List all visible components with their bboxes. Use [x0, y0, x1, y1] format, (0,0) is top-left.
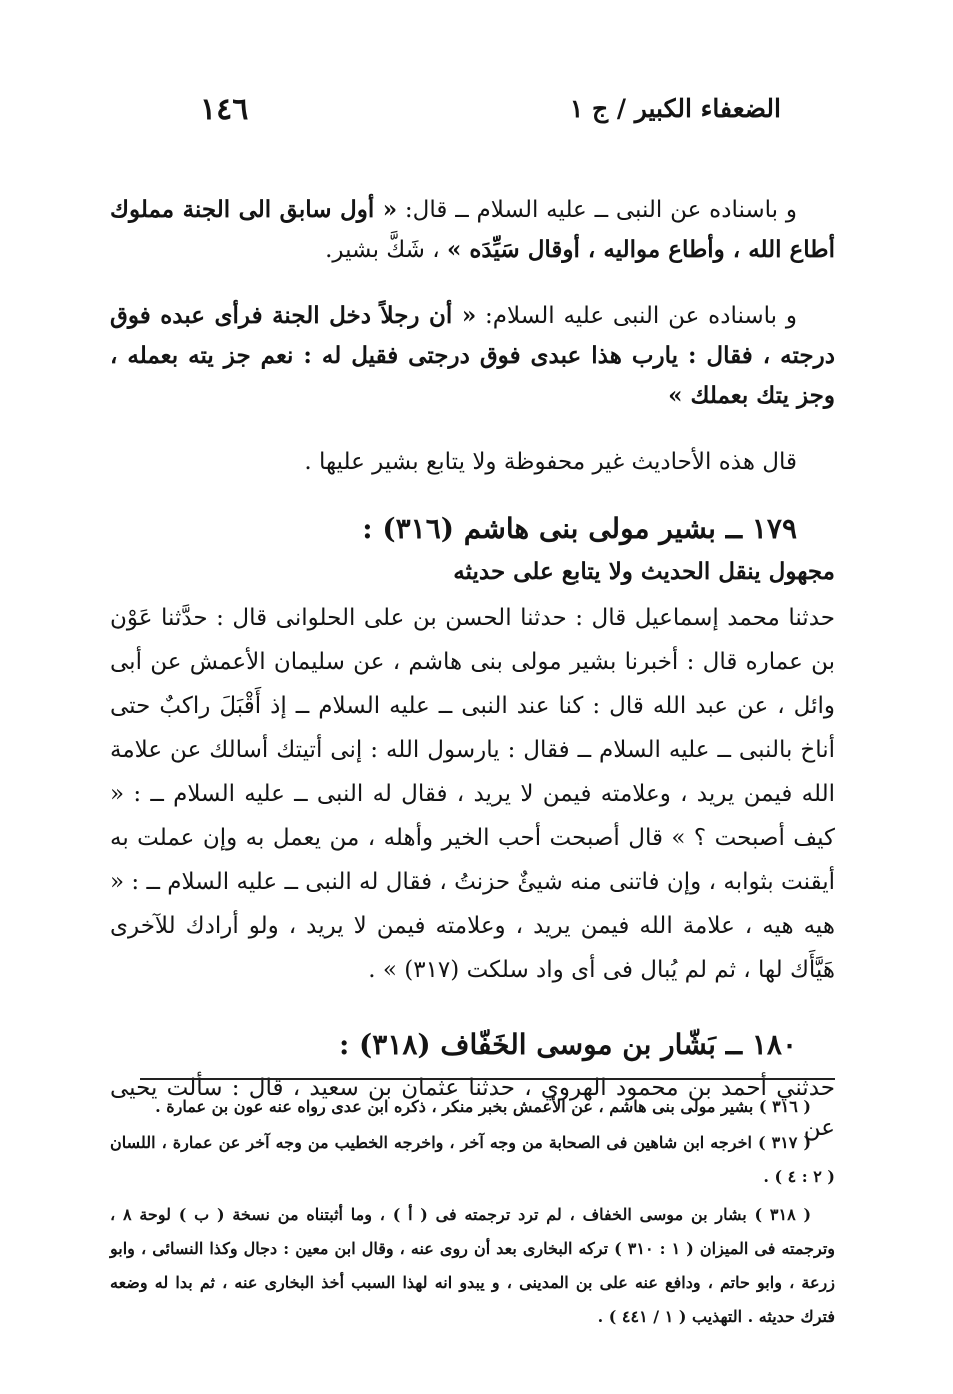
footnote-316: ( ٣١٦ ) بشير مولى بنى هاشم ، عن الأعمش بخبر منكر ، ذكره ابن عدى رواه عنه عون بن عمارة .: [155, 1097, 811, 1116]
page-header: [200, 92, 781, 132]
entry-179-description: مجهول ينقل الحديث ولا يتابع على حديثه: [453, 558, 835, 585]
paragraph-lead: و باسناده عن النبى ــ عليه السلام ــ قال:: [397, 197, 797, 223]
entry-179-title: ١٧٩ ــ بشير مولى بنى هاشم (٣١٦) :: [362, 512, 797, 545]
paragraph-lead: قال هذه الأحاديث غير محفوظة ولا يتابع بشير عليها .: [304, 449, 797, 475]
footnote-divider: [140, 1078, 835, 1080]
entry-180-title: ١٨٠ ــ بَشّار بن موسى الخَفّاف (٣١٨) :: [338, 1028, 797, 1061]
paragraph-comment: [110, 442, 835, 482]
paragraph-lead: و باسناده عن النبى عليه السلام:: [476, 303, 797, 329]
footnotes: [110, 1090, 835, 1338]
page-number: ١٤٦: [200, 92, 249, 127]
running-title: الضعفاء الكبير / ج ١: [569, 94, 781, 123]
entry-180-body: حدثني أحمد بن محمود الهروي ، حدثنا عثمان بن سعيد ، قال : سألت يحيى عن: [110, 1075, 835, 1141]
paragraph-hadith-2: [110, 296, 835, 416]
footnote-318: ( ٣١٨ ) بشار بن موسى الخفاف ، لم ترد ترجمته فى ( أ ) ، وما أثبتناه من نسخة ( ب ) لوحة ٨ ، وترجمته فى الميزان ( ١ : ٣١٠ ) تركه البخارى بعد أن روى عنه ، وقال ابن معين : دجال وكذا النسائى ، وابو زرعة ، وابو حاتم ، ودافع عنه على بن المدينى ، و يبدو انه لهذا السبب أخذ البخارى عنه ، ثم بدا له وضعه فترك حديثه . التهذيب ( ١ / ٤٤١ ) .: [110, 1205, 836, 1326]
hadith-quote: « أول سابق الى الجنة مملوك أطاع الله ، وأطاع مواليه ، أوقال سَيِّدَه »: [110, 196, 835, 263]
paragraph-hadith-1: [110, 190, 835, 270]
main-text: [110, 190, 835, 1148]
paragraph-tail: ، شَكَّ بشير.: [325, 237, 447, 263]
footnote-317: ( ٣١٧ ) اخرجه ابن شاهين فى الصحابة من وجه آخر ، واخرجه الخطيب من وجه آخر عن عمارة ، اللسان ( ٢ : ٤ ) .: [110, 1133, 835, 1186]
hadith-quote: « أن رجلاً دخل الجنة فرأى عبده فوق درجته ، فقال : يارب هذا عبدى فوق درجتى فقيل له : نعم جز يته بعمله ، وجز يتك بعملك »: [110, 302, 835, 409]
entry-179-body: حدثنا محمد إسماعيل قال : حدثنا الحسن بن على الحلوانى قال : حدَّثنا عَوْن بن عماره قال : أخبرنا بشير مولى بنى هاشم ، عن سليمان الأعمش عن أبى وائل ، عن عبد الله قال : كنا عند النبى ــ عليه السلام ــ إذ أَقْبَلَ راكبٌ حتى أناخ بالنبى ــ عليه السلام ــ فقال : يارسول الله : إنى أتيتك أسالك عن علامة الله فيمن يريد ، وعلامته فيمن لا يريد ، فقال له النبى ــ عليه السلام ــ : « كيف أصبحت ؟ » قال أصبحت أحب الخير وأهله ، من يعمل به وإن عملت به أيقنت بثوابه ، وإن فاتنى منه شيئٌ حزنتُ ، فقال له النبى ــ عليه السلام ــ : « هيه هيه ، علامة الله فيمن يريد ، وعلامته فيمن لا يريد ، ولو أرادك للآخرى هَيَّأَك لها ، ثم لم يُبال فى أى واد سلكت (٣١٧) » .: [110, 605, 835, 983]
